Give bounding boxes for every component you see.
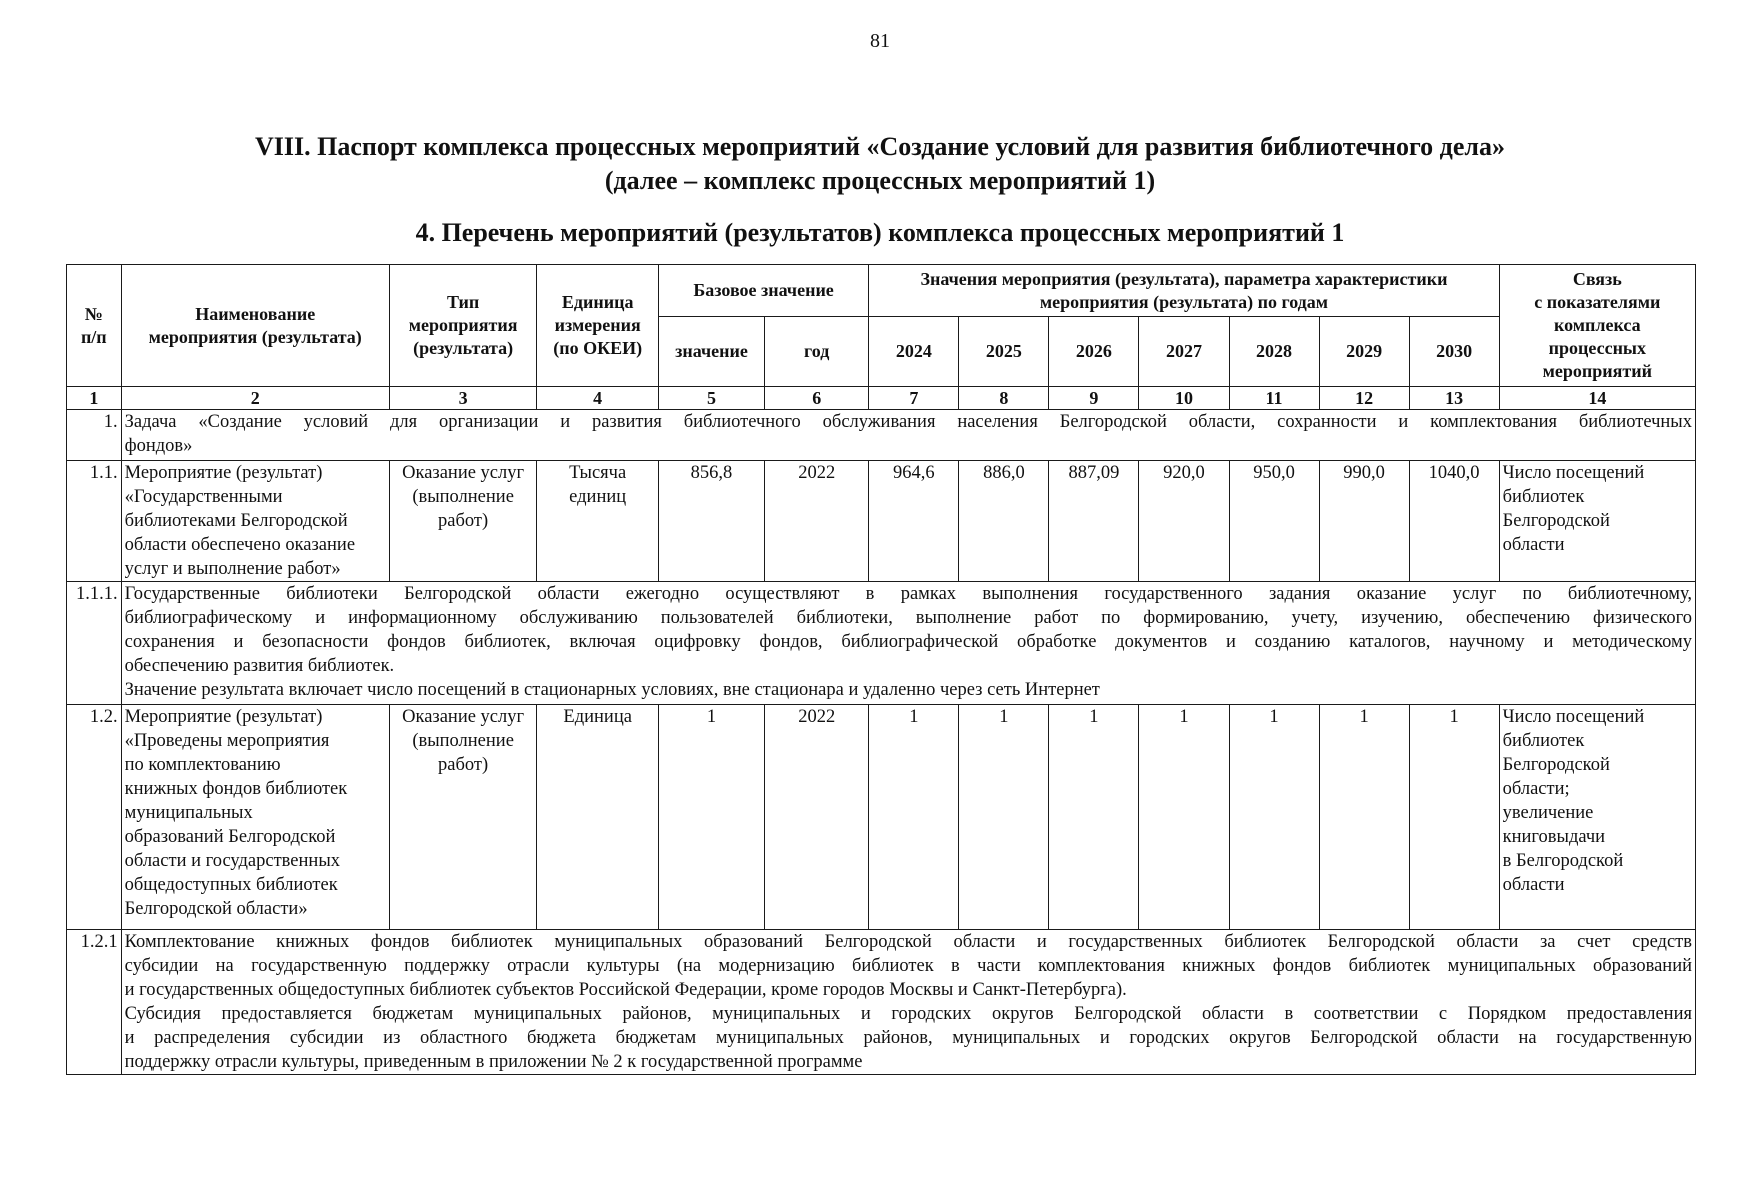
- indicator-link: Число посещений библиотек Белгородской области; увеличение книговыдачи в Белгородской области: [1499, 705, 1695, 930]
- base-year: 2022: [765, 461, 869, 582]
- header-year: 2024: [869, 317, 959, 387]
- year-value: 1: [1409, 705, 1499, 930]
- measure-unit: Единица: [537, 705, 658, 930]
- header-base-value: значение: [658, 317, 764, 387]
- measure-type: Оказание услуг (выполнение работ): [389, 461, 537, 582]
- column-number: 9: [1049, 387, 1139, 410]
- page-number: 81: [870, 30, 890, 52]
- section-title-line-2: (далее – комплекс процессных мероприятий 1): [604, 166, 1156, 195]
- header-base-year: год: [765, 317, 869, 387]
- description-row: [67, 930, 1696, 1075]
- task-row: [67, 410, 1696, 461]
- header-link: Связь с показателями комплекса процессных мероприятий: [1499, 265, 1695, 387]
- table-row: [67, 461, 1696, 582]
- header-year: 2026: [1049, 317, 1139, 387]
- task-text: Задача «Создание условий для организации и развития библиотечного обслуживания населения Белгородской области, сохранности и комплектования библиотечных фондов»: [121, 410, 1695, 461]
- header-year: 2025: [959, 317, 1049, 387]
- year-value: 1040,0: [1409, 461, 1499, 582]
- column-number: 12: [1319, 387, 1409, 410]
- year-value: 1: [869, 705, 959, 930]
- column-numbers-row: [67, 387, 1696, 410]
- column-number: 8: [959, 387, 1049, 410]
- year-value: 950,0: [1229, 461, 1319, 582]
- header-num: № п/п: [67, 265, 122, 387]
- column-number: 10: [1139, 387, 1229, 410]
- table-heading: 4. Перечень мероприятий (результатов) комплекса процессных мероприятий 1: [415, 218, 1345, 247]
- section-title-line-1: VIII. Паспорт комплекса процессных мероприятий «Создание условий для развития библиотечного дела»: [255, 132, 1505, 161]
- column-number: 2: [121, 387, 389, 410]
- header-unit: Единица измерения (по ОКЕИ): [537, 265, 658, 387]
- year-value: 1: [1229, 705, 1319, 930]
- year-value: 920,0: [1139, 461, 1229, 582]
- year-value: 990,0: [1319, 461, 1409, 582]
- header-year: 2029: [1319, 317, 1409, 387]
- header-year: 2027: [1139, 317, 1229, 387]
- measure-type: Оказание услуг (выполнение работ): [389, 705, 537, 930]
- year-value: 1: [1319, 705, 1409, 930]
- row-num: 1.2.: [67, 705, 122, 930]
- column-number: 5: [658, 387, 764, 410]
- header-year: 2030: [1409, 317, 1499, 387]
- measure-name: Мероприятие (результат) «Государственными библиотеками Белгородской области обеспечено оказание услуг и выполнение работ»: [121, 461, 389, 582]
- description-text: Комплектование книжных фондов библиотек муниципальных образований Белгородской области и государственных библиотек Белгородской области за счет средств субсидии на государственную поддержку отрасли культуры (на модернизацию библиотек в части комплектования книжных фондов библиотек муниципальных образований и государственных общедоступных библиотек субъектов Российской Федерации, кроме городов Москвы и Санкт-Петербурга). Субсидия предоставляется бюджетам муниципальных районов, муниципальных и городских округов Белгородской области в соответствии с Порядком предоставления и распределения субсидии из областного бюджета бюджетам муниципальных районов, муниципальных и городских округов Белгородской области на государственную поддержку отрасли культуры, приведенным в приложении № 2 к государственной программе: [121, 930, 1695, 1075]
- year-value: 887,09: [1049, 461, 1139, 582]
- column-number: 1: [67, 387, 122, 410]
- indicator-link: Число посещений библиотек Белгородской области: [1499, 461, 1695, 582]
- base-value: 1: [658, 705, 764, 930]
- year-value: 964,6: [869, 461, 959, 582]
- column-number: 11: [1229, 387, 1319, 410]
- row-num: 1.1.1.: [67, 582, 122, 705]
- header-name: Наименование мероприятия (результата): [121, 265, 389, 387]
- row-num: 1.2.1: [67, 930, 122, 1075]
- task-num: 1.: [67, 410, 122, 461]
- base-year: 2022: [765, 705, 869, 930]
- column-number: 6: [765, 387, 869, 410]
- description-row: [67, 582, 1696, 705]
- row-num: 1.1.: [67, 461, 122, 582]
- header-base: Базовое значение: [658, 265, 868, 317]
- measure-unit: Тысяча единиц: [537, 461, 658, 582]
- header-row-1: [67, 265, 1696, 317]
- year-value: 886,0: [959, 461, 1049, 582]
- year-value: 1: [1139, 705, 1229, 930]
- year-value: 1: [1049, 705, 1139, 930]
- measure-name: Мероприятие (результат) «Проведены мероприятия по комплектованию книжных фондов библиотек муниципальных образований Белгородской области и государственных общедоступных библиотек Белгородской области»: [121, 705, 389, 930]
- measures-table: [66, 264, 1696, 1075]
- header-values: Значения мероприятия (результата), параметра характеристики мероприятия (результата) по годам: [869, 265, 1499, 317]
- column-number: 14: [1499, 387, 1695, 410]
- table-row: [67, 705, 1696, 930]
- column-number: 3: [389, 387, 537, 410]
- column-number: 4: [537, 387, 658, 410]
- header-type: Тип мероприятия (результата): [389, 265, 537, 387]
- base-value: 856,8: [658, 461, 764, 582]
- year-value: 1: [959, 705, 1049, 930]
- column-number: 7: [869, 387, 959, 410]
- description-text: Государственные библиотеки Белгородской области ежегодно осуществляют в рамках выполнения государственного задания оказание услуг по библиотечному, библиографическому и информационному обслуживанию пользователей библиотеки, выполнение работ по формированию, учету, изучению, обеспечению физического сохранения и безопасности фондов библиотек, включая оцифровку фондов, библиографической обработке документов и созданию каталогов, научному и методическому обеспечению развития библиотек. Значение результата включает число посещений в стационарных условиях, вне стационара и удаленно через сеть Интернет: [121, 582, 1695, 705]
- column-number: 13: [1409, 387, 1499, 410]
- header-year: 2028: [1229, 317, 1319, 387]
